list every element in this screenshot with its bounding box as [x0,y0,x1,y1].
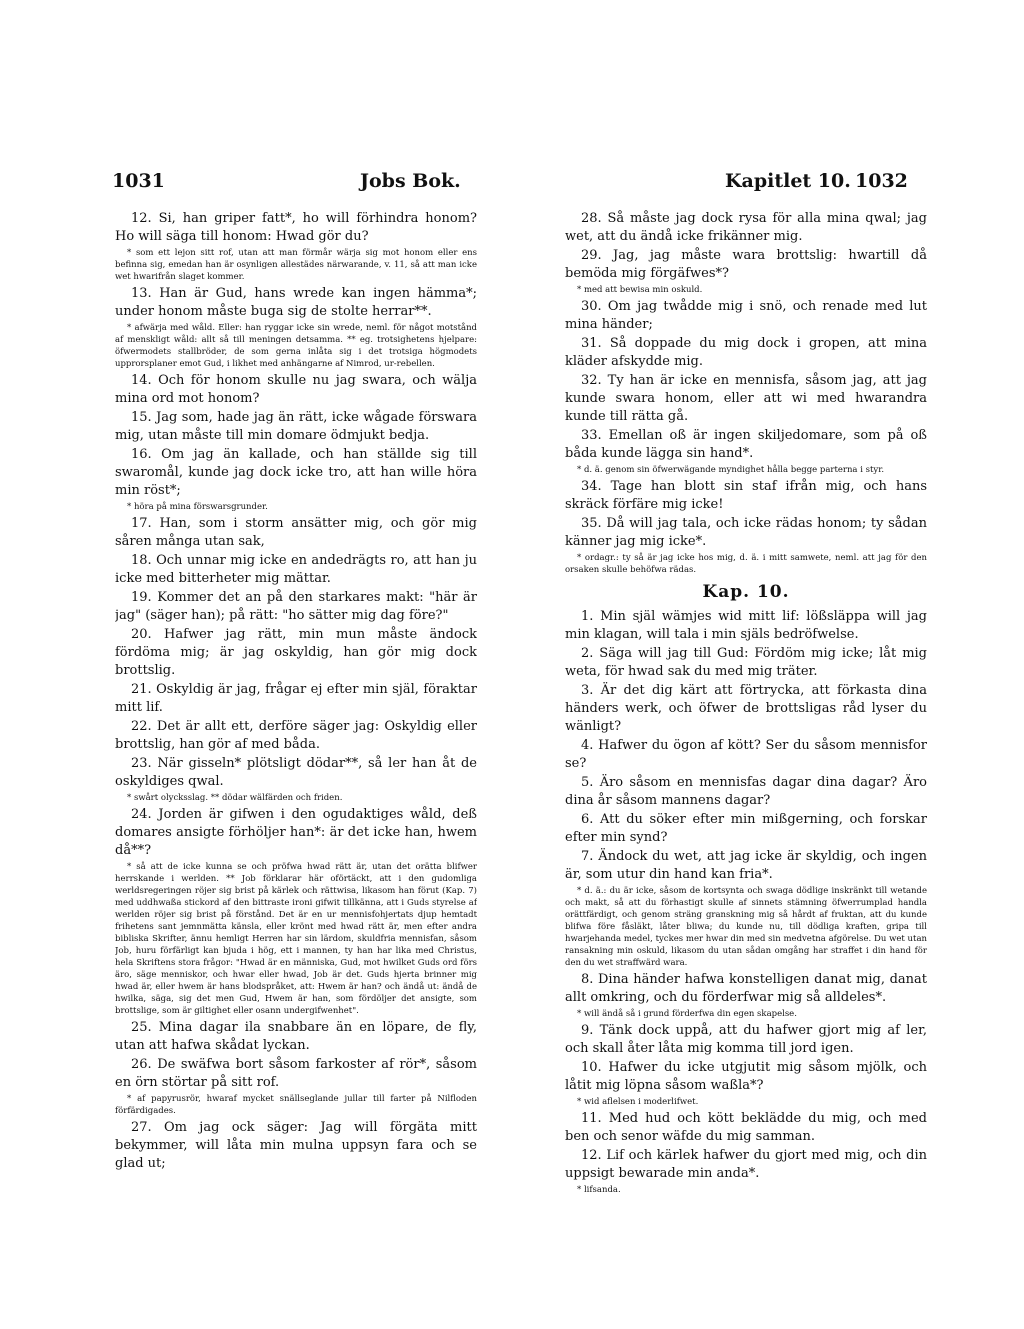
footnote: * som ett lejon sitt rof, utan att man förmår wärja sig mot honom eller ens befinna sig, emedan han är osynligen allestädes närwarande, v. 11, så att man icke wet hwarifrån slaget kommer. [115,248,477,282]
footnote: * lifsanda. [577,1185,621,1195]
verse: 14. Och för honom skulle nu jag swara, och wälja mina ord mot honom? [115,373,477,406]
footnote: * höra på mina förswarsgrunder. [127,502,268,512]
right-page-number: 1032 [855,170,908,192]
verse: 12. Lif och kärlek hafwer du gjort med mig, och din uppsigt bewarade min anda*. [565,1148,927,1181]
verse: 31. Så doppade du mig dock i gropen, att mina kläder afskydde mig. [565,336,927,369]
verse: 24. Jorden är gifwen i den ogudaktiges wåld, deß domares ansigte förhöljer han*: är det icke han, hwem då**? [115,807,477,858]
left-running-title: Jobs Bok. [360,170,461,192]
verse: 6. Att du söker efter min mißgerning, och forskar efter min synd? [565,812,927,845]
verse: 8. Dina händer hafwa konstelligen danat mig, danat allt omkring, och du förderfwar mig så alldeles*. [565,972,927,1005]
verse: 35. Då will jag tala, och icke rädas honom; ty sådan känner jag mig icke*. [565,516,927,549]
left-text-column [115,210,477,1310]
running-header [0,170,1024,200]
verse: 34. Tage han blott sin staf ifrån mig, och hans skräck förfäre mig icke! [565,479,927,512]
verse: 12. Si, han griper fatt*, ho will förhindra honom? Ho will säga till honom: Hwad gör du? [115,211,477,244]
verse: 27. Om jag ock säger: Jag will förgäta mitt bekymmer, will låta min mulna uppsyn fara och se glad ut; [115,1120,477,1171]
verse: 7. Ändock du wet, att jag icke är skyldig, och ingen är, som utur din hand kan fria*. [565,849,927,882]
verse: 10. Hafwer du icke utgjutit mig såsom mjölk, och låtit mig löpna såsom waßla*? [565,1060,927,1093]
verse: 25. Mina dagar ila snabbare än en löpare, de fly, utan att hafwa skådat lyckan. [115,1020,477,1053]
footnote: * afwärja med wåld. Eller: han ryggar icke sin wrede, neml. för något motstånd af menskligt wåld: allt så till meningen detsamma. ** eg. trotsighetens hjelpare: öfwermodets stallbröder, de som gerna inlåta sig i det trotsiga högmodets upprorsplaner emot Gud, i likhet med anhängarne af Nimrod, ur-rebellen. [115,323,477,369]
verse: 4. Hafwer du ögon af kött? Ser du såsom mennisfor se? [565,738,927,771]
footnote: * ordagr.: ty så är jag icke hos mig, d. ä. i mitt samwete, neml. att jag för den orsaken skulle behöfwa rädas. [565,553,927,575]
right-text-column [565,210,927,1310]
verse: 5. Äro såsom en mennisfas dagar dina dagar? Äro dina år såsom mannens dagar? [565,775,927,808]
verse: 18. Och unnar mig icke en andedrägts ro, att han ju icke med bitterheter mig mättar. [115,553,477,586]
footnote: * d. ä.: du är icke, såsom de kortsynta och swaga dödlige inskränkt till wetande och makt, så att du förhastigt skulle af sinnets stämning öfwerrumplad handla orättfärdigt, och genom sträng granskning mig så hårdt af fruktan, att du kunde blifwa före fåsläkt, låter bliwa; du kunde nu, till dödliga kraften, gripa till hwarjehanda medel, tyckes mer hwar din med sin medvetna afgörelse. Du wet utan ransakning min oskuld, likasom du utan sådan omgång har straffet i din hand för den du wet straffwärd wara. [565,886,927,968]
verse: 29. Jag, jag måste wara brottslig: hwartill då bemöda mig förgäfwes*? [565,248,927,281]
verse: 32. Ty han är icke en mennisfa, såsom jag, att jag kunde swara honom, eller att wi med hwarandra kunde till rätta gå. [565,373,927,424]
footnote: * af papyrusrör, hwaraf mycket snällseglande jullar till farter på Nilfloden förfärdigades. [115,1094,477,1116]
verse: 20. Hafwer jag rätt, min mun måste ändock fördöma mig; är jag oskyldig, han gör mig dock brottslig. [115,627,477,678]
verse: 2. Säga will jag till Gud: Fördöm mig icke; låt mig weta, för hwad sak du med mig träter. [565,646,927,679]
verse: 16. Om jag än kallade, och han ställde sig till swaromål, kunde jag dock icke tro, att han wille höra min röst*; [115,447,477,498]
footnote: * wid aflelsen i moderlifwet. [577,1097,699,1107]
verse: 26. De swäfwa bort såsom farkoster af rör*, såsom en örn störtar på sitt rof. [115,1057,477,1090]
footnote: * will ändå så i grund förderfwa din egen skapelse. [577,1009,797,1019]
verse: 33. Emellan oß är ingen skiljedomare, som på oß båda kunde lägga sin hand*. [565,428,927,461]
chapter-heading: Kap. 10. [702,582,790,602]
verse: 23. När gisseln* plötsligt dödar**, så ler han åt de oskyldiges qwal. [115,756,477,789]
verse: 13. Han är Gud, hans wrede kan ingen hämma*; under honom måste buga sig de stolte herrar**. [115,286,477,319]
left-page-number: 1031 [112,170,165,192]
footnote: * med att bewisa min oskuld. [577,285,703,295]
verse: 17. Han, som i storm ansätter mig, och gör mig såren många utan sak, [115,516,477,549]
verse: 22. Det är allt ett, derföre säger jag: Oskyldig eller brottslig, han gör af med båda. [115,719,477,752]
verse: 19. Kommer det an på den starkares makt: "här är jag" (säger han); på rätt: "ho sätter mig dag före?" [115,590,477,623]
right-running-title: Kapitlet 10. [725,170,851,192]
verse: 9. Tänk dock uppå, att du hafwer gjort mig af ler, och skall åter låta mig komma till jord igen. [565,1023,927,1056]
verse: 1. Min själ wämjes wid mitt lif: lößsläppa will jag min klagan, will tala i min själs bedröfwelse. [565,609,927,642]
verse: 15. Jag som, hade jag än rätt, icke wågade förswara mig, utan måste till min domare ödmjukt bedja. [115,410,477,443]
verse: 11. Med hud och kött beklädde du mig, och med ben och senor wäfde du mig samman. [565,1111,927,1144]
verse: 21. Oskyldig är jag, frågar ej efter min själ, föraktar mitt lif. [115,682,477,715]
footnote: * d. ä. genom sin öfwerwägande myndighet hålla begge parterna i styr. [577,465,885,475]
verse: 3. Är det dig kärt att förtrycka, att förkasta dina händers werk, och öfwer de brottsligas råd lyser du wänligt? [565,683,927,734]
verse: 30. Om jag twådde mig i snö, och renade med lut mina händer; [565,299,927,332]
footnote: * så att de icke kunna se och pröfwa hwad rätt är, utan det orätta blifwer herrskande i werlden. ** Job förklarar här oförtäckt, att i den gudomliga werldsregeringen röjer sig brist på kärlek och rättwisa, likasom han förut (Kap. 7) med uddhwaßa stickord af den bittraste ironi gifwit tillkänna, att i Guds styrelse af werlden röjer sig brist på förstånd. Det är en ur mennisfohjertats djup hemtadt frihetens sant jemnmätta känsla, eller krönt med hwad rätt är, men efter andra bibliska Skrifter, ännu hemligt Herren har sin lärdom, skuldfria mennisfan, såsom Job, huru förfärligt kan bjuda i hög, ett i mannen, ty han har lika med Christus, hela Skriftens stora frågor: "Hwad är en människa, Gud, mot hwilket Guds ord förs äro, säge menniskor, och hwar eller hwad, Job är det. Guds hjerta brinner mig hwad är, eller hwem är hans blodspråket, att: Hwem är han? och ändå ut: ändå de hwilka, säga, sig det men Gud, Hwem är han, som fördöljer det ansigte, som brottslige, som är giltighet eller osann undergifwenhet". [115,862,477,1016]
verse: 28. Så måste jag dock rysa för alla mina qwal; jag wet, att du ändå icke frikänner mig. [565,211,927,244]
footnote: * swårt olycksslag. ** dödar wälfärden och friden. [127,793,343,803]
